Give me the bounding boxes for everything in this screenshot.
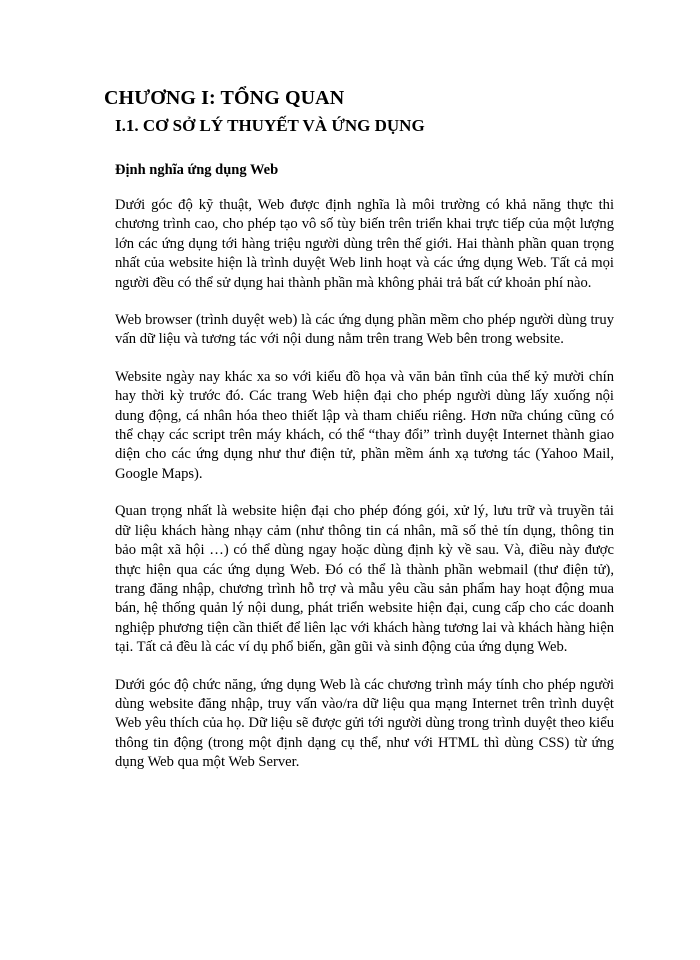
- subheading-web-application-definition: Định nghĩa ứng dụng Web: [115, 162, 279, 178]
- chapter-title: CHƯƠNG I: TỔNG QUAN: [104, 87, 345, 109]
- paragraph-functional-definition: Dưới góc độ chức năng, ứng dụng Web là các chương trình máy tính cho phép người dùng website đăng nhập, truy vấn vào/ra dữ liệu qua mạng Internet trên trình duyệt Web yêu thích của họ. Dữ liệu sẽ được gửi tới người dùng trong trình duyệt theo kiểu thông tin động (trong một định dạng cụ thể, như với HTML thì dùng CSS) từ ứng dụng Web qua một Web Server.: [115, 676, 614, 771]
- section-title: I.1. CƠ SỞ LÝ THUYẾT VÀ ỨNG DỤNG: [115, 116, 425, 135]
- paragraph-data-handling: Quan trọng nhất là website hiện đại cho phép đóng gói, xử lý, lưu trữ và truyền tải dữ liệu khách hàng nhạy cảm (như thông tin cá nhân, mã số thẻ tín dụng, thông tin bảo mật xã hội …) có thể dùng ngay hoặc dùng định kỳ về sau. Và, điều này được thực hiện qua các ứng dụng Web. Đó có thể là thành phần webmail (thư điện tử), trang đăng nhập, chương trình hỗ trợ và mẫu yêu cầu sản phẩm hay hoạt động mua bán, hệ thống quản lý nội dung, phát triển website hiện đại, cung cấp cho các doanh nghiệp phương tiện cần thiết để liên lạc với khách hàng tương lai và khách hàng hiện tại. Tất cả đều là các ví dụ phổ biến, gần gũi và sinh động của ứng dụng Web.: [115, 503, 614, 656]
- paragraph-web-browser: Web browser (trình duyệt web) là các ứng dụng phần mềm cho phép người dùng truy vấn dữ liệu và tương tác với nội dung nằm trên trang Web bên trong website.: [115, 312, 614, 348]
- paragraph-technical-definition: Dưới góc độ kỹ thuật, Web được định nghĩa là môi trường có khả năng thực thi chương trình cao, cho phép tạo vô số tùy biến trên triển khai trực tiếp của một lượng lớn các ứng dụng tới hàng triệu người dùng trên thế giới. Hai thành phần quan trọng nhất của website hiện là trình duyệt Web linh hoạt và các ứng dụng Web. Tất cả mọi người đều có thể sử dụng hai thành phần mà không phải trả bất cứ khoản phí nào.: [115, 197, 614, 291]
- paragraph-modern-websites: Website ngày nay khác xa so với kiểu đồ họa và văn bản tĩnh của thế kỷ mười chín hay thời kỳ trước đó. Các trang Web hiện đại cho phép người dùng lấy xuống nội dung động, cá nhân hóa theo thiết lập và tham chiếu riêng. Hơn nữa chúng cũng có thể chạy các script trên máy khách, có thể “thay đổi” trình duyệt Internet thành giao diện cho các ứng dụng như thư điện tử, phần mềm ánh xạ tương tác (Yahoo Mail, Google Maps).: [115, 368, 614, 482]
